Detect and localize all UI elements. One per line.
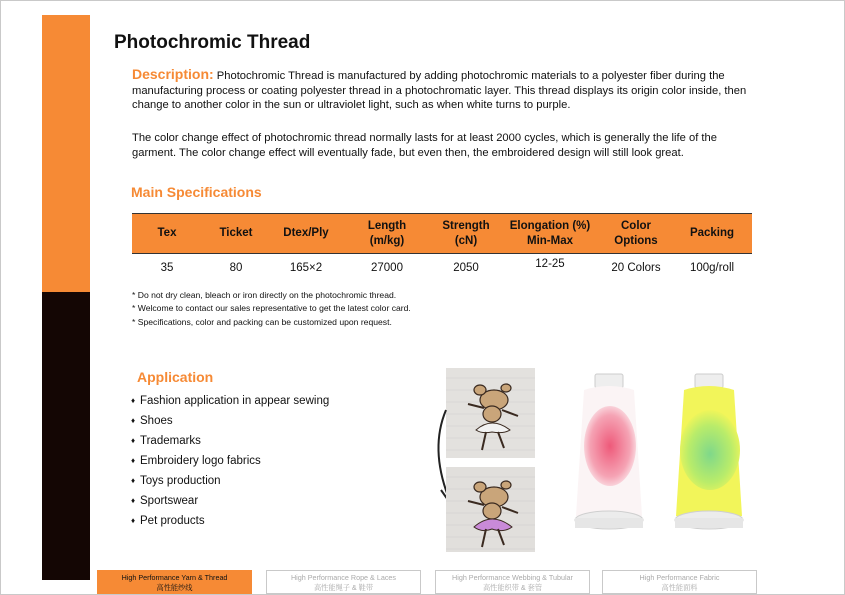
page-title: Photochromic Thread — [114, 32, 311, 53]
specs-header-cell: Strength (cN) — [432, 214, 500, 254]
diamond-bullet-icon: ♦ — [131, 456, 136, 465]
specs-header-row — [132, 214, 752, 254]
note-line: * Specifications, color and packing can be customized upon request. — [132, 316, 392, 327]
list-item: ♦ Fashion application in appear sewing — [131, 391, 329, 411]
tab-webbing-tubular[interactable]: High Performance Webbing & Tubular 高性能织带 & 套管 — [435, 570, 590, 594]
spool-image-yellow — [662, 368, 757, 550]
diamond-bullet-icon: ♦ — [131, 396, 136, 405]
application-list — [131, 391, 329, 531]
specs-cell-elongation: 12-25 — [535, 258, 565, 270]
specs-header-cell: Elongation (%) Min-Max — [500, 214, 600, 254]
specs-header-cell: Color Options — [600, 214, 672, 254]
specs-header-cell: Ticket — [202, 214, 270, 254]
list-item: ♦ Shoes — [131, 411, 329, 431]
list-item: ♦ Embroidery logo fabrics — [131, 451, 329, 471]
specs-data-row — [132, 254, 752, 282]
list-item: ♦ Toys production — [131, 471, 329, 491]
diamond-bullet-icon: ♦ — [131, 476, 136, 485]
specs-cell-tex: 35 — [160, 261, 174, 274]
list-item: ♦ Trademarks — [131, 431, 329, 451]
side-bar-orange — [42, 15, 90, 292]
description-paragraph — [132, 67, 762, 113]
note-line: * Do not dry clean, bleach or iron directly on the photochromic thread. — [132, 290, 397, 300]
diamond-bullet-icon: ♦ — [131, 496, 136, 505]
description-paragraph-2: The color change effect of photochromic thread normally lasts for at least 2000 cycles, which is generally the life of the garment. The color change effect will eventually fade, but even then, the embroidered design will still look great. — [132, 132, 717, 159]
note-line: * Welcome to contact our sales representative to get the latest color card. — [132, 303, 411, 314]
tab-fabric[interactable]: High Performance Fabric 高性能面料 — [602, 570, 757, 594]
tab-yarn-thread[interactable]: High Performance Yarn & Thread 高性能纱线 — [97, 570, 252, 594]
specs-header-cell: Packing — [672, 214, 752, 254]
spool-image-pink — [562, 368, 657, 550]
specs-header-cell: Tex — [132, 214, 202, 254]
tab-rope-laces[interactable]: High Performance Rope & Laces 高性能绳子 & 鞋带 — [266, 570, 421, 594]
specs-cell-colors: 20 Colors — [611, 261, 661, 274]
specs-header-cell: Dtex/Ply — [270, 214, 342, 254]
diamond-bullet-icon: ♦ — [131, 516, 136, 525]
specs-cell-dtex: 165×2 — [289, 261, 323, 274]
specs-title: Main Specifications — [131, 184, 262, 200]
footer-tabs — [97, 570, 759, 594]
diamond-bullet-icon: ♦ — [131, 416, 136, 425]
specs-notes — [132, 289, 411, 329]
diamond-bullet-icon: ♦ — [131, 436, 136, 445]
list-item: ♦ Pet products — [131, 511, 329, 531]
specs-cell-strength: 2050 — [453, 261, 479, 274]
side-bar-dark — [42, 292, 90, 580]
embroidery-after-image — [446, 467, 535, 552]
specs-cell-packing: 100g/roll — [689, 261, 735, 274]
application-title: Application — [137, 369, 214, 385]
list-item: ♦ Sportswear — [131, 491, 329, 511]
specs-header-cell: Length (m/kg) — [342, 214, 432, 254]
description-label: Description: — [132, 66, 214, 82]
specs-table — [132, 213, 752, 282]
specs-cell-length: 27000 — [371, 261, 403, 274]
description-text: Photochromic Thread is manufactured by adding photochromic materials to a polyester fiber during the manufacturing process or coating polyester thread in a photochromatic layer. This thread displays its origin color inside, then change to another color in the sun or ultraviolet light, such as when white turns to purple. — [132, 70, 747, 111]
specs-cell-ticket: 80 — [229, 261, 243, 274]
